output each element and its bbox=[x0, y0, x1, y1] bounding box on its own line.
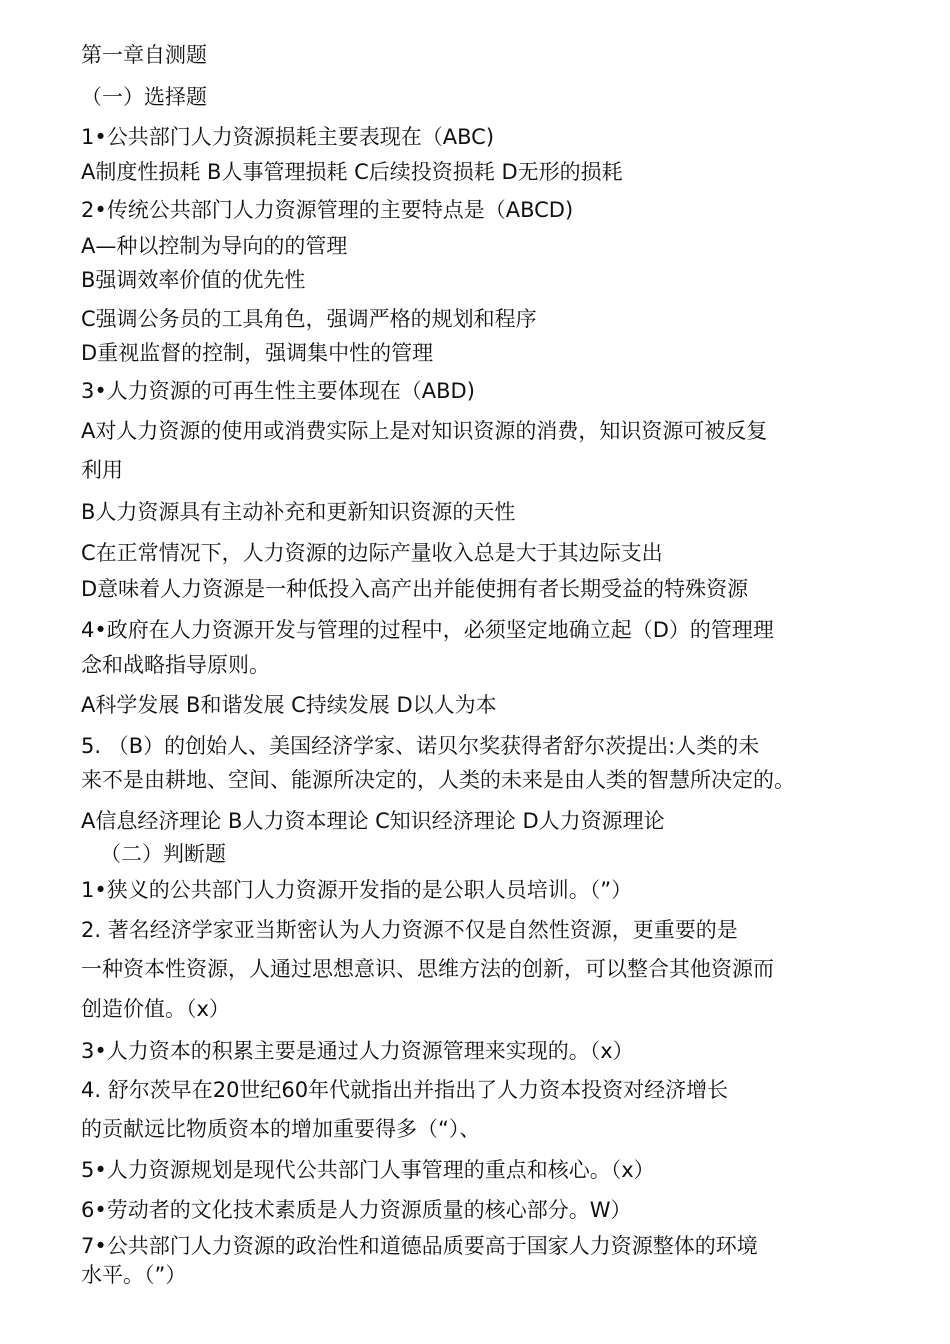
section-title-true-false: （二）判断题 bbox=[100, 842, 226, 866]
question-2-option-a: A—种以控制为导向的的管理 bbox=[81, 234, 348, 258]
section-title-multiple-choice: （一）选择题 bbox=[81, 85, 207, 109]
judgment-1: 1•狭义的公共部门人力资源开发指的是公职人员培训。（”） bbox=[81, 878, 633, 902]
question-3-option-b: B人力资源具有主动补充和更新知识资源的天性 bbox=[81, 500, 516, 524]
question-4-options: A科学发展 B和谐发展 C持续发展 D以人为本 bbox=[81, 693, 497, 717]
question-2-option-d: D重视监督的控制，强调集中性的管理 bbox=[81, 341, 434, 365]
question-1: 1•公共部门人力资源损耗主要表现在（ABC) bbox=[81, 125, 495, 149]
question-5-line-1: 5. （B）的创始人、美国经济学家、诺贝尔奖获得者舒尔茨提出:人类的未 bbox=[81, 734, 760, 758]
question-4-line-1: 4•政府在人力资源开发与管理的过程中，必须坚定地确立起（D）的管理理 bbox=[81, 618, 774, 642]
question-2-option-b: B强调效率价值的优先性 bbox=[81, 268, 306, 292]
question-5-line-2: 来不是由耕地、空间、能源所决定的，人类的未来是由人类的智慧所决定的。 bbox=[81, 768, 795, 792]
question-3-option-a-line-2: 利用 bbox=[81, 458, 123, 482]
chapter-title: 第一章自测题 bbox=[81, 43, 207, 67]
judgment-2-line-1: 2. 著名经济学家亚当斯密认为人力资源不仅是自然性资源，更重要的是 bbox=[81, 918, 738, 942]
judgment-6: 6•劳动者的文化技术素质是人力资源质量的核心部分。W） bbox=[81, 1198, 632, 1222]
judgment-5: 5•人力资源规划是现代公共部门人事管理的重点和核心。（x） bbox=[81, 1158, 655, 1182]
question-2: 2•传统公共部门人力资源管理的主要特点是（ABCD) bbox=[81, 198, 574, 222]
question-1-options: A制度性损耗 B人事管理损耗 C后续投资损耗 D无形的损耗 bbox=[81, 160, 623, 184]
question-4-line-2: 念和战略指导原则。 bbox=[81, 653, 270, 677]
judgment-4-line-2: 的贡献远比物质资本的增加重要得多（“）、 bbox=[81, 1117, 481, 1141]
question-3: 3•人力资源的可再生性主要体现在（ABD) bbox=[81, 379, 475, 403]
question-3-option-a-line-1: A对人力资源的使用或消费实际上是对知识资源的消费，知识资源可被反复 bbox=[81, 419, 768, 443]
question-3-option-d: D意味着人力资源是一种低投入高产出并能使拥有者长期受益的特殊资源 bbox=[81, 577, 749, 601]
question-3-option-c: C在正常情况下，人力资源的边际产量收入总是大于其边际支出 bbox=[81, 541, 663, 565]
judgment-7-line-2: 水平。（”） bbox=[81, 1263, 187, 1287]
judgment-7-line-1: 7•公共部门人力资源的政治性和道德品质要高于国家人力资源整体的环境 bbox=[81, 1234, 758, 1258]
question-2-option-c: C强调公务员的工具角色，强调严格的规划和程序 bbox=[81, 307, 537, 331]
judgment-2-line-2: 一种资本性资源，人通过思想意识、思维方法的创新，可以整合其他资源而 bbox=[81, 957, 774, 981]
question-5-options: A信息经济理论 B人力资本理论 C知识经济理论 D人力资源理论 bbox=[81, 809, 665, 833]
judgment-4-line-1: 4. 舒尔茨早在20世纪60年代就指出并指出了人力资本投资对经济增长 bbox=[81, 1078, 729, 1102]
judgment-3: 3•人力资本的积累主要是通过人力资源管理来实现的。（x） bbox=[81, 1039, 634, 1063]
judgment-2-line-3: 创造价值。（x） bbox=[81, 997, 230, 1021]
